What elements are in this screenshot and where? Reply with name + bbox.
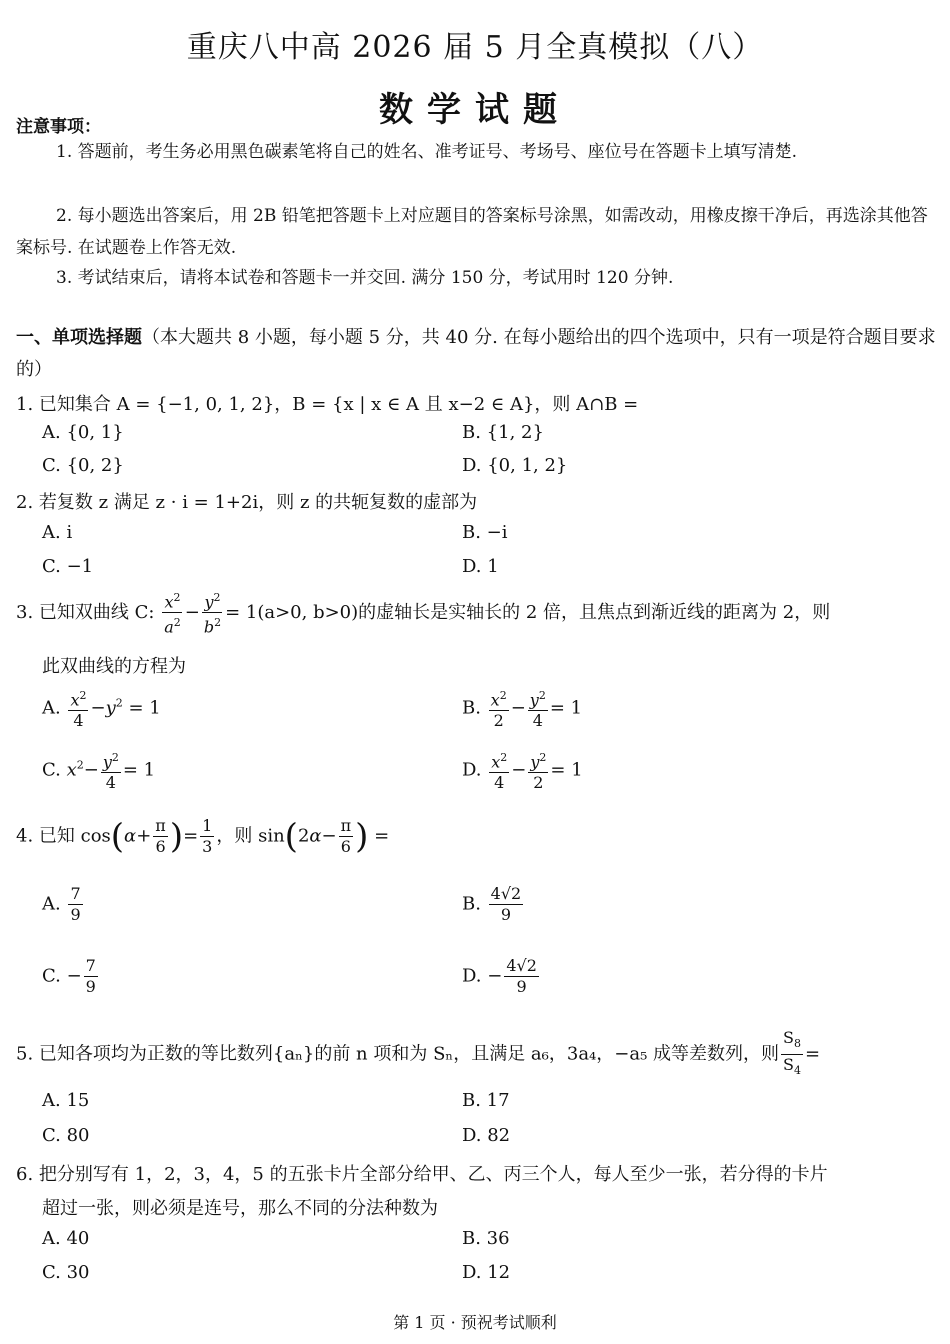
- q5-option-b: B. 17: [462, 1090, 510, 1111]
- question-6-line2: 超过一张，则必须是连号，那么不同的分法种数为: [42, 1198, 438, 1219]
- q6-option-c: C. 30: [42, 1262, 90, 1283]
- q3-option-b: B. $\frac{x^2}{2}$ − $\frac{y^2}{4}$ = 1: [462, 686, 582, 731]
- question-3-line2: 此双曲线的方程为: [42, 656, 186, 677]
- q4-option-d: D. − $\frac{4√2}{9}$: [462, 956, 537, 996]
- question-4-stem: 4. 已知 cos(α+ $\frac{\pi}{6}$ )= $\frac{1}{3}$ ，则 sin(2α− $\frac{\pi}{6}$ ) =: [16, 816, 390, 857]
- q3-option-d: D. $\frac{x^2}{4}$ − $\frac{y^2}{2}$ = 1: [462, 748, 583, 793]
- question-5-stem: 5. 已知各项均为正数的等比数列{aₙ}的前 n 项和为 Sₙ，且满足 a₆，3a₄，−a₅ 成等差数列，则 $\frac{S_8}{S_4}$ =: [16, 1028, 821, 1078]
- exam-title: 重庆八中高 2026 届 5 月全真模拟（八）: [186, 30, 764, 65]
- q5-option-a: A. 15: [42, 1090, 90, 1111]
- notice-item-3: 3. 考试结束后，请将本试卷和答题卡一并交回. 满分 150 分，考试用时 120 分钟.: [56, 268, 674, 288]
- exam-subtitle: 数学试题: [379, 90, 571, 130]
- q5-option-c: C. 80: [42, 1125, 90, 1146]
- q6-option-b: B. 36: [462, 1228, 510, 1249]
- question-6-stem: 6. 把分别写有 1，2，3，4，5 的五张卡片全部分给甲、乙、丙三个人，每人至少一张，若分得的卡片: [16, 1164, 828, 1185]
- section-1-heading: 一、单项选择题（本大题共 8 小题，每小题 5 分，共 40 分. 在每小题给出的四个选项中，只有一项是符合题目要求的）: [16, 327, 936, 380]
- question-2-stem: 2. 若复数 z 满足 z · i = 1+2i，则 z 的共轭复数的虚部为: [16, 492, 478, 513]
- q6-option-a: A. 40: [42, 1228, 90, 1249]
- question-3-stem: 3. 已知双曲线 C: $\frac{x^2}{a^2}$ − $\frac{y^2}{b^2}$ = 1(a>0, b>0)的虚轴长是实轴长的 2 倍，且焦点到渐近线的距离为 2，则: [16, 588, 830, 638]
- q6-option-d: D. 12: [462, 1262, 511, 1283]
- q2-option-b: B. −i: [462, 522, 508, 543]
- question-1-stem: 1. 已知集合 A = {−1, 0, 1, 2}，B = {x | x ∈ A 且 x−2 ∈ A}，则 A∩B =: [16, 394, 639, 415]
- q1-option-c: C. {0, 2}: [42, 455, 124, 476]
- q1-option-b: B. {1, 2}: [462, 422, 544, 443]
- q4-option-a: A. $\frac{7}{9}$: [42, 884, 81, 924]
- q5-option-d: D. 82: [462, 1125, 511, 1146]
- q3-fraction-y: $\frac{y^2}{b^2}$: [202, 588, 223, 638]
- q1-option-a: A. {0, 1}: [42, 422, 124, 443]
- q3-option-a: A. $\frac{x^2}{4}$ $-y^2 = 1$: [42, 686, 161, 731]
- notice-item-1: 1. 答题前，考生务必用黑色碳素笔将自己的姓名、准考证号、考场号、座位号在答题卡上填写清楚.: [56, 142, 798, 162]
- q1-option-d: D. {0, 1, 2}: [462, 455, 568, 476]
- q3-option-c: C. $x^2-$ $\frac{y^2}{4}$ = 1: [42, 748, 155, 793]
- q3-fraction-x: $\frac{x^2}{a^2}$: [162, 588, 183, 638]
- q2-option-c: C. −1: [42, 556, 94, 577]
- notice-heading: 注意事项：: [16, 117, 101, 137]
- q2-option-a: A. i: [42, 522, 73, 543]
- notice-item-2: 2. 每小题选出答案后，用 2B 铅笔把答题卡上对应题目的答案标号涂黑，如需改动，用橡皮擦干净后，再选涂其他答案标号. 在试题卷上作答无效.: [16, 206, 928, 258]
- page-footer: 第 1 页 · 预祝考试顺利: [393, 1313, 557, 1332]
- q2-option-d: D. 1: [462, 556, 499, 577]
- q4-option-b: B. $\frac{4√2}{9}$: [462, 884, 522, 924]
- q4-option-c: C. − $\frac{7}{9}$: [42, 956, 96, 996]
